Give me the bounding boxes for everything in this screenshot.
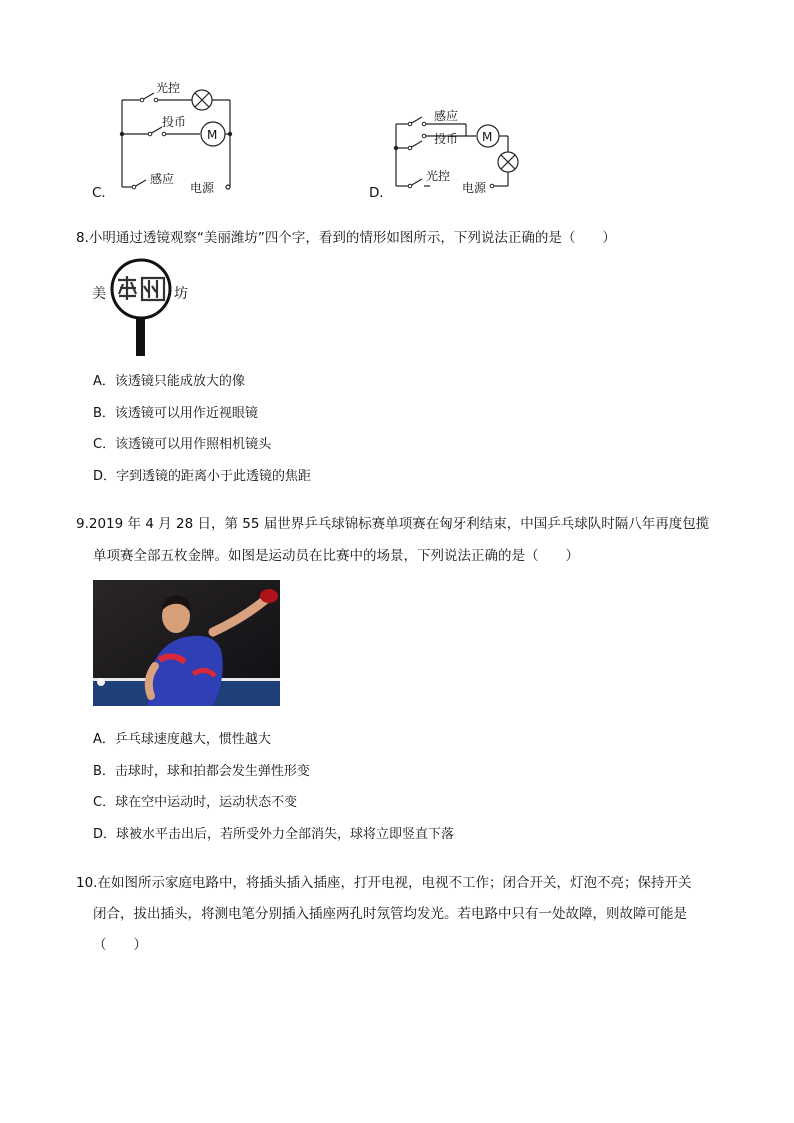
source-label: 电源 <box>190 181 215 195</box>
circuit-diagram-d <box>370 100 530 200</box>
q9-option-c[interactable]: C．球在空中运动时，运动状态不变 <box>93 795 298 810</box>
switch-label-mid: 投币 <box>162 115 187 129</box>
option-d-letter: D． <box>369 185 393 201</box>
motor-label: M <box>207 128 218 142</box>
question-8-stem: 8.小明通过透镜观察“美丽潍坊”四个字，看到的情形如图所示，下列说法正确的是（ ） <box>76 230 616 246</box>
question-10-stem-line3: （ ） <box>93 937 147 953</box>
q9-option-d[interactable]: D．球被水平击出后，若所受外力全部消失，球将立即竖直下落 <box>93 827 455 842</box>
source-label: 电源 <box>462 181 487 195</box>
circuit-diagram-c <box>90 75 250 200</box>
q8-option-a[interactable]: A．该透镜只能成放大的像 <box>93 374 245 389</box>
motor-label: M <box>482 130 493 144</box>
switch-label-mid: 投币 <box>434 132 459 146</box>
right-char: 坊 <box>174 286 188 302</box>
magnifier-icon <box>110 258 172 358</box>
table-tennis-photo <box>93 580 280 706</box>
option-c-letter: C． <box>92 185 115 201</box>
switch-label-bottom: 感应 <box>150 172 175 186</box>
question-9-stem-line1: 9.2019 年 4 月 28 日，第 55 届世界乒乓球锦标赛单项赛在匈牙利结束，中国乒乓球队时隔八年再度包揽 <box>76 516 710 532</box>
q8-option-b[interactable]: B．该透镜可以用作近视眼镜 <box>93 406 258 421</box>
q8-option-d[interactable]: D．字到透镜的距离小于此透镜的焦距 <box>93 469 312 484</box>
left-char: 美 <box>92 286 106 302</box>
question-9-stem-line2: 单项赛全部五枚金牌。如图是运动员在比赛中的场景，下列说法正确的是（ ） <box>93 548 579 564</box>
question-10-stem-line1: 10.在如图所示家庭电路中，将插头插入插座，打开电视，电视不工作；闭合开关，灯泡不亮；保持开关 <box>76 875 692 891</box>
q9-option-b[interactable]: B．击球时，球和拍都会发生弹性形变 <box>93 764 310 779</box>
switch-label-top: 光控 <box>156 81 181 95</box>
switch-label-bottom: 光控 <box>426 169 451 183</box>
q8-option-c[interactable]: C．该透镜可以用作照相机镜头 <box>93 437 272 452</box>
q9-option-a[interactable]: A．乒乓球速度越大，惯性越大 <box>93 732 271 747</box>
question-10-stem-line2: 闭合，拔出插头，将测电笔分别插入插座两孔时氖管均发光。若电路中只有一处故障，则故障可能是 <box>93 906 687 922</box>
magnifier-figure <box>92 258 202 358</box>
switch-label-top: 感应 <box>434 109 459 123</box>
